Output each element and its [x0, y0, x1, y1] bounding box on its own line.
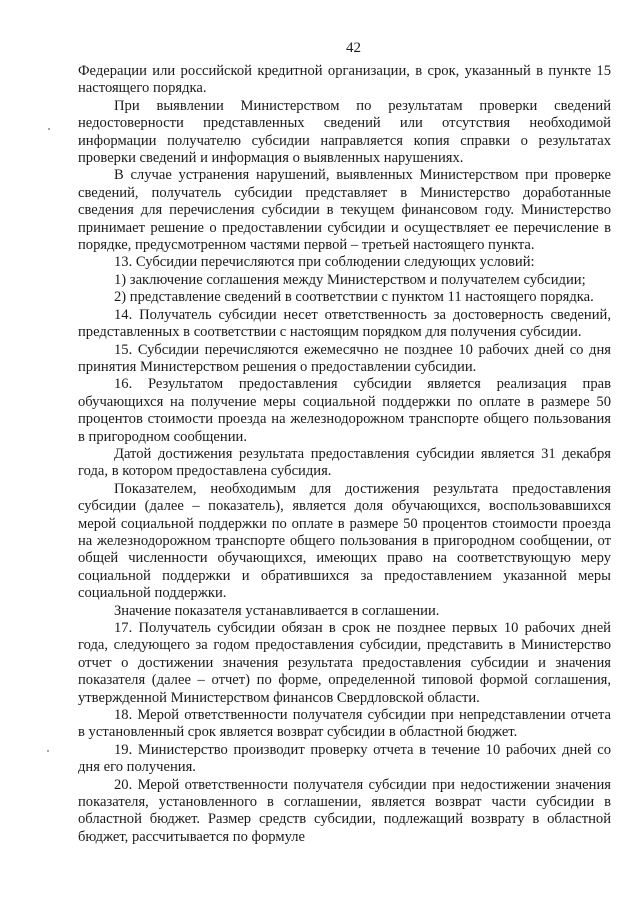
paragraph: Федерации или российской кредитной организации, в срок, указанный в пункте 15 настоящего порядка.	[78, 63, 611, 97]
document-page	[78, 38, 611, 846]
paragraph: Показателем, необходимым для достижения результата предоставления субсидии (далее – показатель), является доля обучающихся, воспользовавшихся мерой социальной поддержки по оплате в размере 50 процентов стоимости проезда на железнодорожном транспорте общего пользования в пригородном сообщении, от общей численности обучающихся, имеющих право на соответствующую меру социальной поддержки и обратившихся за предоставлением указанной меры социальной поддержки.	[78, 480, 611, 602]
paragraph: 14. Получатель субсидии несет ответственность за достоверность сведений, представленных в соответствии с настоящим порядком для получения субсидии.	[78, 306, 611, 341]
paragraph: При выявлении Министерством по результатам проверки сведений недостоверности представленных сведений или отсутствия необходимой информации получателю субсидии направляется копия справки о результатах проверки сведений и информация о выявленных нарушениях.	[78, 97, 611, 167]
paragraph: 2) представление сведений в соответствии с пунктом 11 настоящего порядка.	[114, 289, 594, 306]
scan-speck-bottom	[47, 750, 49, 752]
paragraph: 1) заключение соглашения между Министерством и получателем субсидии;	[114, 271, 586, 288]
paragraph: 18. Мерой ответственности получателя субсидии при непредставлении отчета в установленный срок является возврат субсидии в областной бюджет.	[78, 707, 611, 741]
paragraph: 20. Мерой ответственности получателя субсидии при недостижении значения показателя, установленного в соглашении, является возврат части субсидии в областной бюджет. Размер средств субсидии, подлежащий возврату в областной бюджет, рассчитывается по формуле	[78, 776, 611, 845]
paragraph: Значение показателя устанавливается в соглашении.	[114, 602, 440, 619]
paragraph: 17. Получатель субсидии обязан в срок не позднее первых 10 рабочих дней года, следующего за годом предоставления субсидии, представить в Министерство отчет о достижении значения результата предоставления субсидии и значения показателя (далее – отчет) по форме, определенной типовой формой соглашения, утвержденной Министерством финансов Свердловской области.	[78, 620, 611, 706]
page-number: 42	[346, 40, 361, 56]
paragraph: Датой достижения результата предоставления субсидии является 31 декабря года, в котором предоставлена субсидия.	[78, 445, 611, 480]
paragraph: 16. Результатом предоставления субсидии является реализация прав обучающихся на получение меры социальной поддержки по оплате в размере 50 процентов стоимости проезда на железнодорожном транспорте общего пользования в пригородном сообщении.	[78, 376, 611, 445]
paragraph: 15. Субсидии перечисляются ежемесячно не позднее 10 рабочих дней со дня принятия Министерством решения о предоставлении субсидии.	[78, 341, 611, 375]
paragraph: 13. Субсидии перечисляются при соблюдении следующих условий:	[114, 254, 535, 271]
paragraph: В случае устранения нарушений, выявленных Министерством при проверке сведений, получатель субсидии представляет в Министерство доработанные сведения для перечисления субсидии в текущем финансовом году. Министерство принимает решение о предоставлении субсидии и осуществляет ее перечисление в порядке, предусмотренном частями первой – третьей настоящего пункта.	[78, 167, 611, 254]
paragraph: 19. Министерство производит проверку отчета в течение 10 рабочих дней со дня его получения.	[78, 741, 611, 776]
scan-speck-top	[48, 128, 50, 130]
document-body	[78, 63, 611, 846]
